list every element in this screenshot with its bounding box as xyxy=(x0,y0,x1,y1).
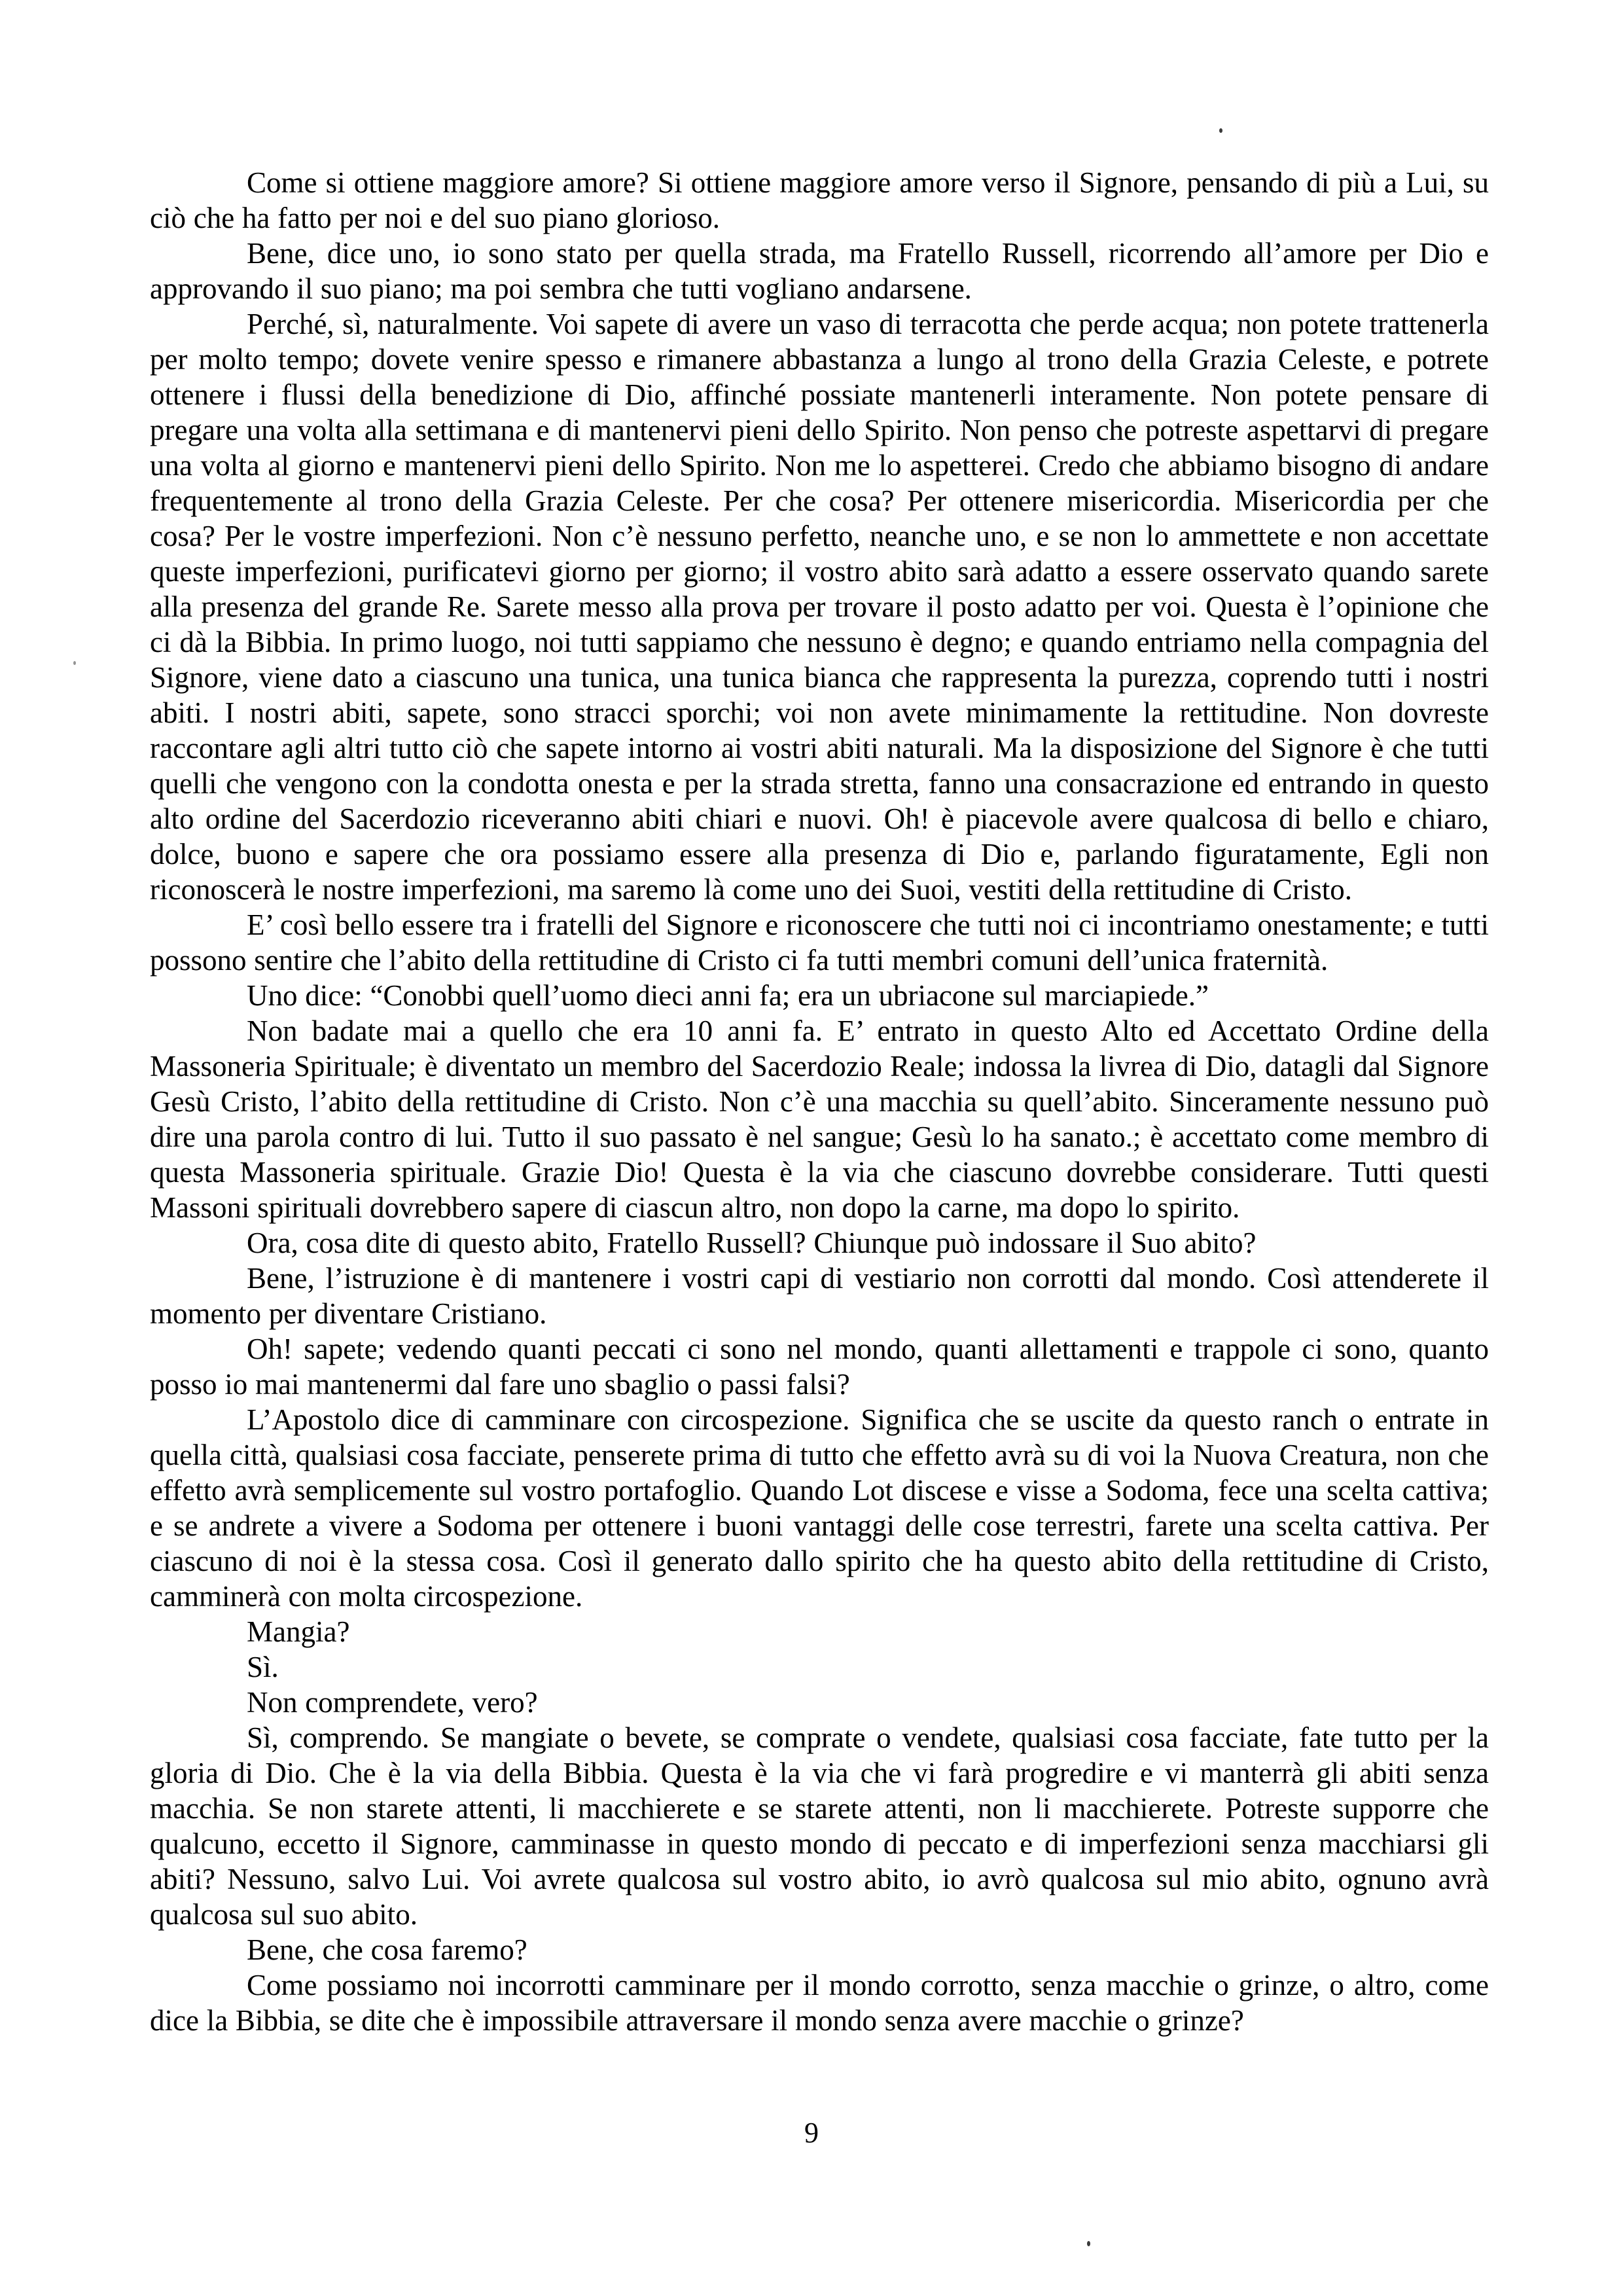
scan-speck xyxy=(73,661,76,665)
paragraph: Sì. xyxy=(247,1651,279,1683)
page-number: 9 xyxy=(804,2117,819,2149)
paragraph: Mangia? xyxy=(247,1615,350,1648)
text-block xyxy=(150,165,1489,2038)
paragraph: Perché, sì, naturalmente. Voi sapete di avere un vaso di terracotta che perde acqua; non potete trattenerla per molto tempo; dovete venire spesso e rimanere abbastanza a lungo al trono della Grazia Celeste, e potrete ottenere i flussi della benedizione di Dio, affinché possiate mantenerli interamente. Non potete pensare di pregare una volta alla settimana e di mantenervi pieni dello Spirito. Non penso che potreste aspettarvi di pregare una volta al giorno e mantenervi pieni dello Spirito. Non me lo aspetterei. Credo che abbiamo bisogno di andare frequentemente al trono della Grazia Celeste. Per che cosa? Per ottenere misericordia. Misericordia per che cosa? Per le vostre imperfezioni. Non c’è nessuno perfetto, neanche uno, e se non lo ammettete e non accettate queste imperfezioni, purificatevi giorno per giorno; il vostro abito sarà adatto a essere osservato quando sarete alla presenza del grande Re. Sarete messo alla prova per trovare il posto adatto per voi. Questa è l’opinione che ci dà la Bibbia. In primo luogo, noi tutti sappiamo che nessuno è degno; e quando entriamo nella compagnia del Signore, viene dato a ciascuno una tunica, una tunica bianca che rappresenta la purezza, coprendo tutti i nostri abiti. I nostri abiti, sapete, sono stracci sporchi; voi non avete minimamente la rettitudine. Non dovreste raccontare agli altri tutto ciò che sapete intorno ai vostri abiti naturali. Ma la disposizione del Signore è che tutti quelli che vengono con la condotta onesta e per la strada stretta, fanno una consacrazione ed entrando in questo alto ordine del Sacerdozio riceveranno abiti chiari e nuovi. Oh! è piacevole avere qualcosa di bello e chiaro, dolce, buono e sapere che ora possiamo essere alla presenza di Dio e, parlando figuratamente, Egli non riconoscerà le nostre imperfezioni, ma saremo là come uno dei Suoi, vestiti della rettitudine di Cristo. xyxy=(150,308,1489,906)
paragraph: Non badate mai a quello che era 10 anni fa. E’ entrato in questo Alto ed Accettato Ordine della Massoneria Spirituale; è diventato un membro del Sacerdozio Reale; indossa la livrea di Dio, datagli dal Signore Gesù Cristo, l’abito della rettitudine di Cristo. Non c’è una macchia su quell’abito. Sinceramente nessuno può dire una parola contro di lui. Tutto il suo passato è nel sangue; Gesù lo ha sanato.; è accettato come membro di questa Massoneria spirituale. Grazie Dio! Questa è la via che ciascuno dovrebbe considerare. Tutti questi Massoni spirituali dovrebbero sapere di ciascun altro, non dopo la carne, ma dopo lo spirito. xyxy=(150,1014,1489,1224)
paragraph: Oh! sapete; vedendo quanti peccati ci sono nel mondo, quanti allettamenti e trappole ci sono, quanto posso io mai mantenermi dal fare uno sbaglio o passi falsi? xyxy=(150,1333,1489,1401)
paragraph: Come possiamo noi incorrotti camminare per il mondo corrotto, senza macchie o grinze, o altro, come dice la Bibbia, se dite che è impossibile attraversare il mondo senza avere macchie o grinze? xyxy=(150,1969,1489,2037)
paragraph: Non comprendete, vero? xyxy=(247,1686,538,1719)
paragraph: L’Apostolo dice di camminare con circospezione. Significa che se uscite da questo ranch o entrate in quella città, qualsiasi cosa facciate, penserete prima di tutto che effetto avrà su di voi la Nuova Creatura, non che effetto avrà semplicemente sul vostro portafoglio. Quando Lot discese e visse a Sodoma, fece una scelta cattiva; e se andrete a vivere a Sodoma per ottenere i buoni vantaggi delle cose terrestri, farete una scelta cattiva. Per ciascuno di noi è la stessa cosa. Così il generato dallo spirito che ha questo abito della rettitudine di Cristo, camminerà con molta circospezione. xyxy=(150,1403,1489,1613)
paragraph: Sì, comprendo. Se mangiate o bevete, se comprate o vendete, qualsiasi cosa facciate, fate tutto per la gloria di Dio. Che è la via della Bibbia. Questa è la via che vi farà progredire e vi manterrà gli abiti senza macchia. Se non starete attenti, li macchierete e se starete attenti, non li macchierete. Potreste supporre che qualcuno, eccetto il Signore, camminasse in questo mondo di peccato e di imperfezioni senza macchiarsi gli abiti? Nessuno, salvo Lui. Voi avrete qualcosa sul vostro abito, io avrò qualcosa sul mio abito, ognuno avrà qualcosa sul suo abito. xyxy=(150,1721,1489,1931)
paragraph: Bene, che cosa faremo? xyxy=(247,1933,527,1966)
paragraph: E’ così bello essere tra i fratelli del Signore e riconoscere che tutti noi ci incontriamo onestamente; e tutti possono sentire che l’abito della rettitudine di Cristo ci fa tutti membri comuni dell’unica fraternità. xyxy=(150,908,1489,977)
scan-speck xyxy=(1219,128,1222,133)
paragraph: Come si ottiene maggiore amore? Si ottiene maggiore amore verso il Signore, pensando di più a Lui, su ciò che ha fatto per noi e del suo piano glorioso. xyxy=(150,166,1489,234)
scan-speck xyxy=(1087,2241,1090,2246)
paragraph: Uno dice: “Conobbi quell’uomo dieci anni fa; era un ubriacone sul marciapiede.” xyxy=(247,979,1209,1012)
paragraph: Bene, l’istruzione è di mantenere i vostri capi di vestiario non corrotti dal mondo. Così attenderete il momento per diventare Cristiano. xyxy=(150,1262,1489,1330)
paragraph: Bene, dice uno, io sono stato per quella strada, ma Fratello Russell, ricorrendo all’amore per Dio e approvando il suo piano; ma poi sembra che tutti vogliano andarsene. xyxy=(150,237,1489,305)
paragraph: Ora, cosa dite di questo abito, Fratello Russell? Chiunque può indossare il Suo abito? xyxy=(247,1227,1257,1259)
